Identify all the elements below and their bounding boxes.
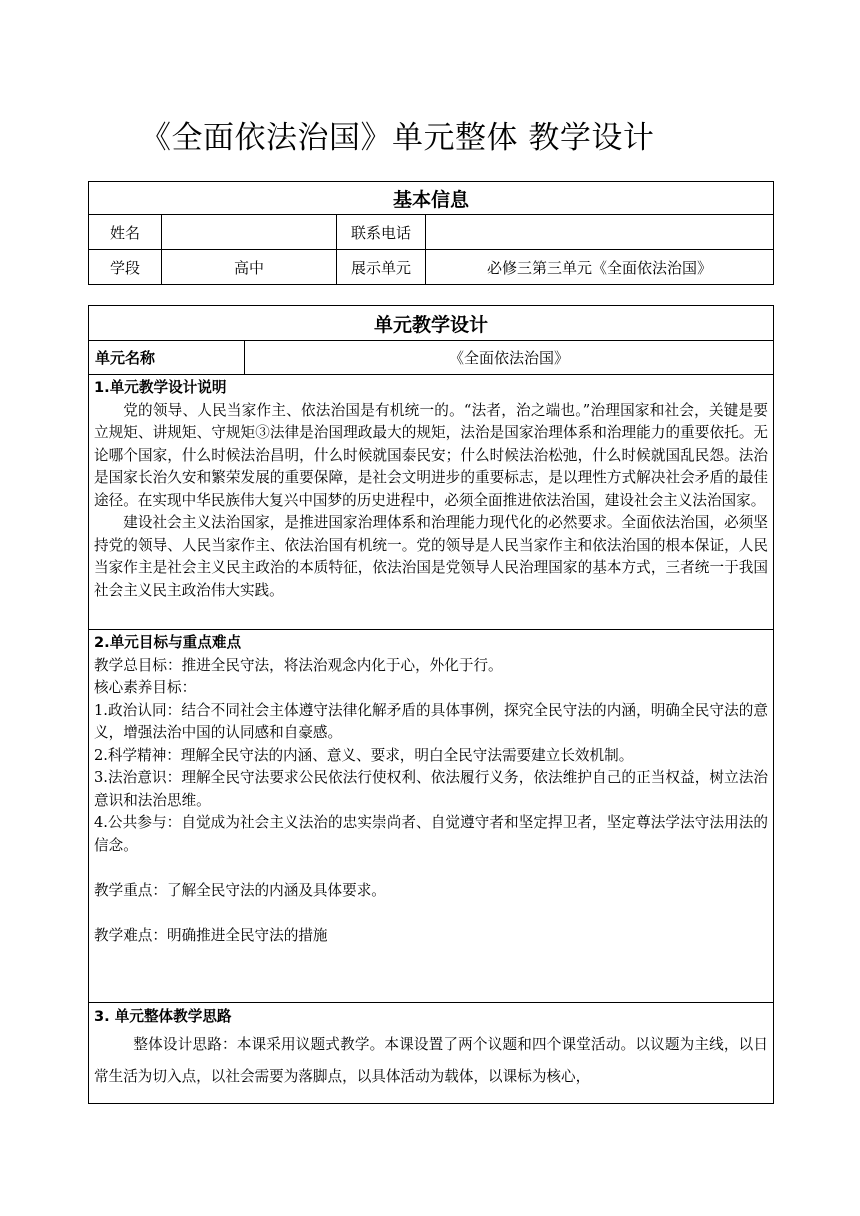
section3-title: 3. 单元整体教学思路 [94,1008,232,1025]
section2-title: 2.单元目标与重点难点 [94,634,242,651]
unit-design-table [88,305,774,1104]
section3-paragraph: 整体设计思路：本课采用议题式教学。本课设置了两个议题和四个课堂活动。以议题为主线，以日常生活为切入点，以社会需要为落脚点，以具体活动为载体，以课标为核心， [94,1036,769,1085]
section-design-description [89,375,774,630]
unit-design-header: 单元教学设计 [89,306,774,341]
core-literacy-label: 核心素养目标： [94,679,197,696]
phone-value [426,215,774,250]
goal-item: 2.科学精神：理解全民守法的内涵、意义、要求，明白全民守法需要建立长效机制。 [94,746,634,764]
phone-label: 联系电话 [337,215,426,250]
name-value [162,215,337,250]
unit-value: 必修三第三单元《全面依法治国》 [426,250,774,285]
goal-item: 4.公共参与：自觉成为社会主义法治的忠实崇尚者、自觉遵守者和坚定捍卫者，坚定尊法学法守法用法的信念。 [94,814,769,854]
goal-item: 1.政治认同：结合不同社会主体遵守法律化解矛盾的具体事例，探究全民守法的内涵，明确全民守法的意义，增强法治中国的认同感和自豪感。 [94,701,769,741]
goal-item: 3.法治意识：理解全民守法要求公民依法行使权利、依法履行义务，依法维护自己的正当权益，树立法治意识和法治思维。 [94,769,769,809]
unit-name-label: 单元名称 [89,341,245,375]
key-point: 教学重点：了解全民守法的内涵及具体要求。 [94,881,386,899]
stage-label: 学段 [89,250,162,285]
difficult-point: 教学难点：明确推进全民守法的措施 [94,926,328,944]
section1-paragraph: 党的领导、人民当家作主、依法治国是有机统一的。“法者，治之端也。”治理国家和社会，关键是要立规矩、讲规矩、守规矩③法律是治国理政最大的规矩，法治是国家治理体系和治理能力的重要依托。无论哪个国家，什么时候法治昌明，什么时候就国泰民安；什么时候法治松弛，什么时候就国乱民怨。法治是国家长治久安和繁荣发展的重要保障，是社会文明进步的重要标志，是以理性方式解决社会矛盾的最佳途径。在实现中华民族伟大复兴中国梦的历史进程中，必须全面推进依法治国，建设社会主义法治国家。 [94,401,769,509]
section-teaching-approach [89,1003,774,1104]
basic-info-header: 基本信息 [89,182,774,215]
unit-name-value: 《全面依法治国》 [245,341,774,375]
name-label: 姓名 [89,215,162,250]
section-goals [89,630,774,1003]
basic-info-table [88,181,774,285]
document-title: 《全面依法治国》单元整体 教学设计 [140,120,655,156]
stage-value: 高中 [162,250,337,285]
general-goal: 教学总目标：推进全民守法，将法治观念内化于心，外化于行。 [94,656,503,674]
section1-title: 1.单元教学设计说明 [94,379,227,396]
unit-label: 展示单元 [337,250,426,285]
section1-paragraph: 建设社会主义法治国家，是推进国家治理体系和治理能力现代化的必然要求。全面依法治国，必须坚持党的领导、人民当家作主、依法治国有机统一。党的领导是人民当家作主和依法治国的根本保证，人民当家作主是社会主义民主政治的本质特征，依法治国是党领导人民治理国家的基本方式，三者统一于我国社会主义民主政治伟大实践。 [94,514,769,599]
